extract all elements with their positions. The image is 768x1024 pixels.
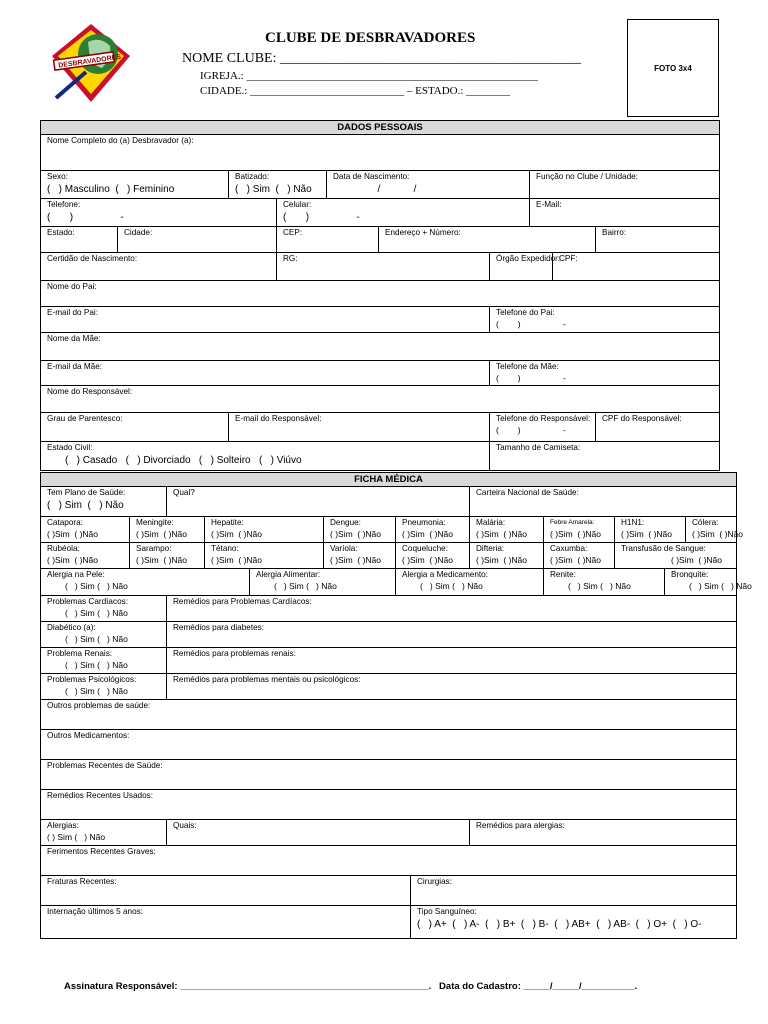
coqueluche-options[interactable]: ( )Sim ( )Não bbox=[402, 555, 453, 565]
label-cep: CEP: bbox=[283, 228, 303, 237]
field-variola[interactable] bbox=[324, 543, 396, 569]
renais-options[interactable]: ( ) Sim ( ) Não bbox=[65, 660, 128, 670]
label-sarampo: Sarampo: bbox=[136, 544, 172, 553]
alergia-medicamento-options[interactable]: ( ) Sim ( ) Não bbox=[420, 581, 483, 591]
label-cpf: CPF: bbox=[559, 254, 578, 263]
field-alergia-pele[interactable] bbox=[41, 569, 250, 596]
label-remedios-recentes: Remédios Recentes Usados: bbox=[47, 791, 154, 800]
label-assinatura[interactable]: Assinatura Responsável: _______________________________________________. bbox=[64, 981, 432, 992]
field-cidade[interactable] bbox=[118, 227, 277, 253]
label-rem-cardiacos: Remédios para Problemas Cardíacos: bbox=[173, 597, 312, 606]
label-renais: Problema Renais: bbox=[47, 649, 113, 658]
field-carteira[interactable] bbox=[470, 487, 737, 517]
signature-line[interactable] bbox=[64, 981, 637, 992]
label-carteira: Carteira Nacional de Saúde: bbox=[476, 488, 579, 497]
label-estado-civil: Estado Civil: bbox=[47, 443, 93, 452]
field-estado-civil[interactable] bbox=[41, 442, 490, 471]
hepatite-options[interactable]: ( )Sim ( )Não bbox=[211, 529, 262, 539]
label-rem-psicologicos: Remédios para problemas mentais ou psicológicos: bbox=[173, 675, 361, 684]
estado-civil-options[interactable]: ( ) Casado ( ) Divorciado ( ) Solteiro ( ) Viúvo bbox=[65, 455, 302, 466]
field-qual[interactable] bbox=[167, 487, 470, 517]
label-certidao: Certidão de Nascimento: bbox=[47, 254, 138, 263]
field-cep[interactable] bbox=[277, 227, 379, 253]
label-h1n1: H1N1: bbox=[621, 518, 645, 527]
bronquite-options[interactable]: ( ) Sim ( ) Não bbox=[689, 581, 752, 591]
variola-options[interactable]: ( )Sim ( )Não bbox=[330, 555, 381, 565]
label-diabetico: Diabético (a): bbox=[47, 623, 96, 632]
field-internacao[interactable] bbox=[41, 906, 411, 939]
field-meningite[interactable] bbox=[130, 517, 205, 543]
field-h1n1[interactable] bbox=[615, 517, 686, 543]
pneumonia-options[interactable]: ( )Sim ( )Não bbox=[402, 529, 453, 539]
field-cirurgias[interactable] bbox=[411, 876, 737, 906]
tel-pai-value[interactable]: ( ) - bbox=[496, 319, 566, 329]
label-difteria: Difteria: bbox=[476, 544, 505, 553]
field-psicologicos[interactable] bbox=[41, 674, 167, 700]
field-tel-mae[interactable] bbox=[490, 361, 720, 386]
label-email-resp: E-mail do Responsável: bbox=[235, 414, 322, 423]
label-colera: Cólera: bbox=[692, 518, 719, 527]
tipo-sanguineo-options[interactable]: ( ) A+ ( ) A- ( ) B+ ( ) B- ( ) AB+ ( ) AB- ( ) O+ ( ) O- bbox=[417, 919, 702, 930]
label-hepatite: Hepatite: bbox=[211, 518, 244, 527]
renite-options[interactable]: ( ) Sim ( ) Não bbox=[568, 581, 631, 591]
field-outros-medicamentos[interactable] bbox=[41, 730, 737, 760]
label-rem-alergias: Remédios para alergias: bbox=[476, 821, 565, 830]
alergias-options[interactable]: ( ) Sim ( ) Não bbox=[47, 832, 106, 842]
club-logo bbox=[50, 22, 132, 104]
city-state-line[interactable]: CIDADE.: ____________________________ – ESTADO.: ________ bbox=[200, 85, 511, 97]
field-certidao[interactable] bbox=[41, 253, 277, 281]
h1n1-options[interactable]: ( )Sim ( )Não bbox=[621, 529, 672, 539]
field-funcao[interactable] bbox=[530, 171, 720, 199]
tetano-options[interactable]: ( )Sim ( )Não bbox=[211, 555, 262, 565]
field-rem-renais[interactable] bbox=[167, 648, 737, 674]
transfusao-options[interactable]: ( )Sim ( )Não bbox=[671, 555, 722, 565]
field-sarampo[interactable] bbox=[130, 543, 205, 569]
label-coqueluche: Coqueluche: bbox=[402, 544, 448, 553]
tel-resp-value[interactable]: ( ) - bbox=[496, 425, 566, 435]
label-nome-completo: Nome Completo do (a) Desbravador (a): bbox=[47, 136, 194, 145]
field-coqueluche[interactable] bbox=[396, 543, 470, 569]
field-dengue[interactable] bbox=[324, 517, 396, 543]
section-dados-pessoais: DADOS PESSOAIS bbox=[41, 121, 720, 135]
field-email-resp[interactable] bbox=[229, 413, 490, 442]
club-name-line[interactable]: NOME CLUBE: ___________________________________________ bbox=[182, 51, 581, 66]
dengue-options[interactable]: ( )Sim ( )Não bbox=[330, 529, 381, 539]
label-rg: RG: bbox=[283, 254, 298, 263]
field-sexo[interactable] bbox=[41, 171, 229, 199]
plano-options[interactable]: ( ) Sim ( ) Não bbox=[47, 500, 124, 511]
field-rubeola[interactable] bbox=[41, 543, 130, 569]
field-diabetico[interactable] bbox=[41, 622, 167, 648]
field-data-nascimento[interactable] bbox=[327, 171, 530, 199]
label-rem-renais: Remédios para problemas renais: bbox=[173, 649, 296, 658]
field-rem-diabetes[interactable] bbox=[167, 622, 737, 648]
field-email[interactable] bbox=[530, 199, 720, 227]
label-camiseta: Tamanho de Camiseta: bbox=[496, 443, 581, 452]
label-renite: Renite: bbox=[550, 570, 576, 579]
meningite-options[interactable]: ( )Sim ( )Não bbox=[136, 529, 187, 539]
field-febre-amarela[interactable] bbox=[544, 517, 615, 543]
field-estado[interactable] bbox=[41, 227, 118, 253]
field-tel-resp[interactable] bbox=[490, 413, 596, 442]
label-telefone: Telefone: bbox=[47, 200, 81, 209]
label-tipo-sanguineo: Tipo Sanguíneo: bbox=[417, 907, 477, 916]
label-nome-responsavel: Nome do Responsável: bbox=[47, 387, 133, 396]
field-problemas-recentes[interactable] bbox=[41, 760, 737, 790]
field-transfusao[interactable] bbox=[615, 543, 737, 569]
field-celular[interactable] bbox=[277, 199, 530, 227]
label-grau: Grau de Parentesco: bbox=[47, 414, 123, 423]
section-ficha-medica: FICHA MÉDICA bbox=[41, 473, 737, 487]
label-alergia-medicamento: Alergia a Medicamento: bbox=[402, 570, 489, 579]
label-cardiacos: Problemas Cardíacos: bbox=[47, 597, 128, 606]
label-outros-problemas: Outros problemas de saúde: bbox=[47, 701, 151, 710]
label-nome-mae: Nome da Mãe: bbox=[47, 334, 101, 343]
label-cpf-resp: CPF do Responsável: bbox=[602, 414, 682, 423]
label-celular: Celular: bbox=[283, 200, 312, 209]
field-malaria[interactable] bbox=[470, 517, 544, 543]
label-variola: Varíola: bbox=[330, 544, 358, 553]
psicologicos-options[interactable]: ( ) Sim ( ) Não bbox=[65, 686, 128, 696]
field-tel-pai[interactable] bbox=[490, 307, 720, 333]
label-quais: Quais: bbox=[173, 821, 197, 830]
label-data-nascimento: Data de Nascimento: bbox=[333, 172, 410, 181]
label-bronquite: Bronquite: bbox=[671, 570, 709, 579]
label-batizado: Batizado: bbox=[235, 172, 270, 181]
field-camiseta[interactable] bbox=[490, 442, 720, 471]
alergia-pele-options[interactable]: ( ) Sim ( ) Não bbox=[65, 581, 128, 591]
field-nome-completo[interactable] bbox=[41, 135, 720, 171]
field-renais[interactable] bbox=[41, 648, 167, 674]
label-plano-saude: Tem Plano de Saúde: bbox=[47, 488, 126, 497]
febre-amarela-options[interactable]: ( )Sim ( )Não bbox=[550, 529, 601, 539]
label-internacao: Internação últimos 5 anos: bbox=[47, 907, 144, 916]
telefone-value[interactable]: ( ) - bbox=[47, 212, 124, 223]
label-email-mae: E-mail da Mãe: bbox=[47, 362, 103, 371]
logo-text: DESBRAVADORES bbox=[57, 53, 122, 70]
label-tel-resp: Telefone do Responsável: bbox=[496, 414, 591, 423]
field-nome-mae[interactable] bbox=[41, 333, 720, 361]
cardiacos-options[interactable]: ( ) Sim ( ) Não bbox=[65, 608, 128, 618]
field-grau[interactable] bbox=[41, 413, 229, 442]
caxumba-options[interactable]: ( )Sim ( )Não bbox=[550, 555, 601, 565]
field-telefone[interactable] bbox=[41, 199, 277, 227]
alergia-alimentar-options[interactable]: ( ) Sim ( ) Não bbox=[274, 581, 337, 591]
label-alergias: Alergias: bbox=[47, 821, 79, 830]
label-endereco: Endereço + Número: bbox=[385, 228, 461, 237]
label-ferimentos: Ferimentos Recentes Graves: bbox=[47, 847, 156, 856]
label-alergia-alimentar: Alergia Alimentar: bbox=[256, 570, 321, 579]
field-cpf[interactable] bbox=[553, 253, 720, 281]
medical-record-table bbox=[40, 472, 752, 939]
label-transfusao: Transfusão de Sangue: bbox=[621, 544, 706, 553]
label-tel-mae: Telefone da Mãe: bbox=[496, 362, 559, 371]
label-cirurgias: Cirurgias: bbox=[417, 877, 453, 886]
label-tel-pai: Telefone do Pai: bbox=[496, 308, 555, 317]
field-alergia-alimentar[interactable] bbox=[250, 569, 396, 596]
sexo-options[interactable]: ( ) Masculino ( ) Feminino bbox=[47, 184, 175, 195]
label-cidade: Cidade: bbox=[124, 228, 153, 237]
label-nome-pai: Nome do Pai: bbox=[47, 282, 97, 291]
tel-mae-value[interactable]: ( ) - bbox=[496, 373, 566, 383]
label-funcao: Função no Clube / Unidade: bbox=[536, 172, 638, 181]
data-nascimento-value[interactable]: / / bbox=[333, 184, 417, 195]
label-dengue: Dengue: bbox=[330, 518, 361, 527]
label-fraturas: Fraturas Recentes: bbox=[47, 877, 117, 886]
label-malaria: Malária: bbox=[476, 518, 506, 527]
label-outros-medicamentos: Outros Medicamentos: bbox=[47, 731, 130, 740]
field-alergia-medicamento[interactable] bbox=[396, 569, 544, 596]
field-batizado[interactable] bbox=[229, 171, 327, 199]
catapora-options[interactable]: ( )Sim ( )Não bbox=[47, 529, 98, 539]
batizado-options[interactable]: ( ) Sim ( ) Não bbox=[235, 184, 312, 195]
diabetico-options[interactable]: ( ) Sim ( ) Não bbox=[65, 634, 128, 644]
label-pneumonia: Pneumonia: bbox=[402, 518, 446, 527]
label-psicologicos: Problemas Psicológicos: bbox=[47, 675, 137, 684]
field-renite[interactable] bbox=[544, 569, 665, 596]
field-plano-saude[interactable] bbox=[41, 487, 167, 517]
field-caxumba[interactable] bbox=[544, 543, 615, 569]
field-nome-pai[interactable] bbox=[41, 281, 720, 307]
field-difteria[interactable] bbox=[470, 543, 544, 569]
label-email-pai: E-mail do Pai: bbox=[47, 308, 98, 317]
label-orgao: Órgão Expedidor: bbox=[496, 254, 561, 263]
field-tetano[interactable] bbox=[205, 543, 324, 569]
field-catapora[interactable] bbox=[41, 517, 130, 543]
field-email-pai[interactable] bbox=[41, 307, 490, 333]
field-hepatite[interactable] bbox=[205, 517, 324, 543]
field-cardiacos[interactable] bbox=[41, 596, 167, 622]
label-meningite: Meningite: bbox=[136, 518, 174, 527]
label-qual: Qual? bbox=[173, 488, 195, 497]
field-bronquite[interactable] bbox=[665, 569, 752, 596]
field-fraturas[interactable] bbox=[41, 876, 411, 906]
sarampo-options[interactable]: ( )Sim ( )Não bbox=[136, 555, 187, 565]
malaria-options[interactable]: ( )Sim ( )Não bbox=[476, 529, 527, 539]
label-rubeola: Rubéola: bbox=[47, 544, 80, 553]
label-sexo: Sexo: bbox=[47, 172, 68, 181]
field-quais[interactable] bbox=[167, 820, 470, 846]
field-alergias[interactable] bbox=[41, 820, 167, 846]
label-catapora: Catapora: bbox=[47, 518, 83, 527]
field-rem-cardiacos[interactable] bbox=[167, 596, 737, 622]
field-bairro[interactable] bbox=[596, 227, 720, 253]
field-rg[interactable] bbox=[277, 253, 490, 281]
label-estado: Estado: bbox=[47, 228, 75, 237]
field-nome-responsavel[interactable] bbox=[41, 386, 720, 413]
label-bairro: Bairro: bbox=[602, 228, 627, 237]
label-problemas-recentes: Problemas Recentes de Saúde: bbox=[47, 761, 163, 770]
field-ferimentos[interactable] bbox=[41, 846, 737, 876]
photo-label: FOTO 3x4 bbox=[654, 64, 692, 73]
church-line[interactable]: IGREJA.: _____________________________________________________ bbox=[200, 70, 538, 82]
photo-box[interactable] bbox=[627, 19, 719, 117]
field-endereco[interactable] bbox=[379, 227, 596, 253]
label-rem-diabetes: Remédios para diabetes: bbox=[173, 623, 265, 632]
label-data-cadastro[interactable]: Data do Cadastro: _____/_____/__________. bbox=[439, 981, 638, 992]
field-outros-problemas[interactable] bbox=[41, 700, 737, 730]
field-colera[interactable] bbox=[686, 517, 743, 543]
difteria-options[interactable]: ( )Sim ( )Não bbox=[476, 555, 527, 565]
label-tetano: Tétano: bbox=[211, 544, 239, 553]
field-tipo-sanguineo[interactable] bbox=[411, 906, 737, 939]
field-cpf-resp[interactable] bbox=[596, 413, 720, 442]
personal-data-table bbox=[40, 120, 720, 471]
label-caxumba: Caxumba: bbox=[550, 544, 588, 553]
field-rem-psicologicos[interactable] bbox=[167, 674, 737, 700]
label-email: E-Mail: bbox=[536, 200, 562, 209]
label-febre-amarela: Febre Amarela: bbox=[550, 519, 595, 526]
field-rem-alergias[interactable] bbox=[470, 820, 737, 846]
form-title: CLUBE DE DESBRAVADORES bbox=[265, 30, 476, 46]
field-remedios-recentes[interactable] bbox=[41, 790, 737, 820]
label-alergia-pele: Alergia na Pele: bbox=[47, 570, 105, 579]
rubeola-options[interactable]: ( )Sim ( )Não bbox=[47, 555, 98, 565]
field-pneumonia[interactable] bbox=[396, 517, 470, 543]
field-email-mae[interactable] bbox=[41, 361, 490, 386]
celular-value[interactable]: ( ) - bbox=[283, 212, 360, 223]
colera-options[interactable]: ( )Sim ( )Não bbox=[692, 529, 743, 539]
field-orgao[interactable] bbox=[490, 253, 561, 281]
